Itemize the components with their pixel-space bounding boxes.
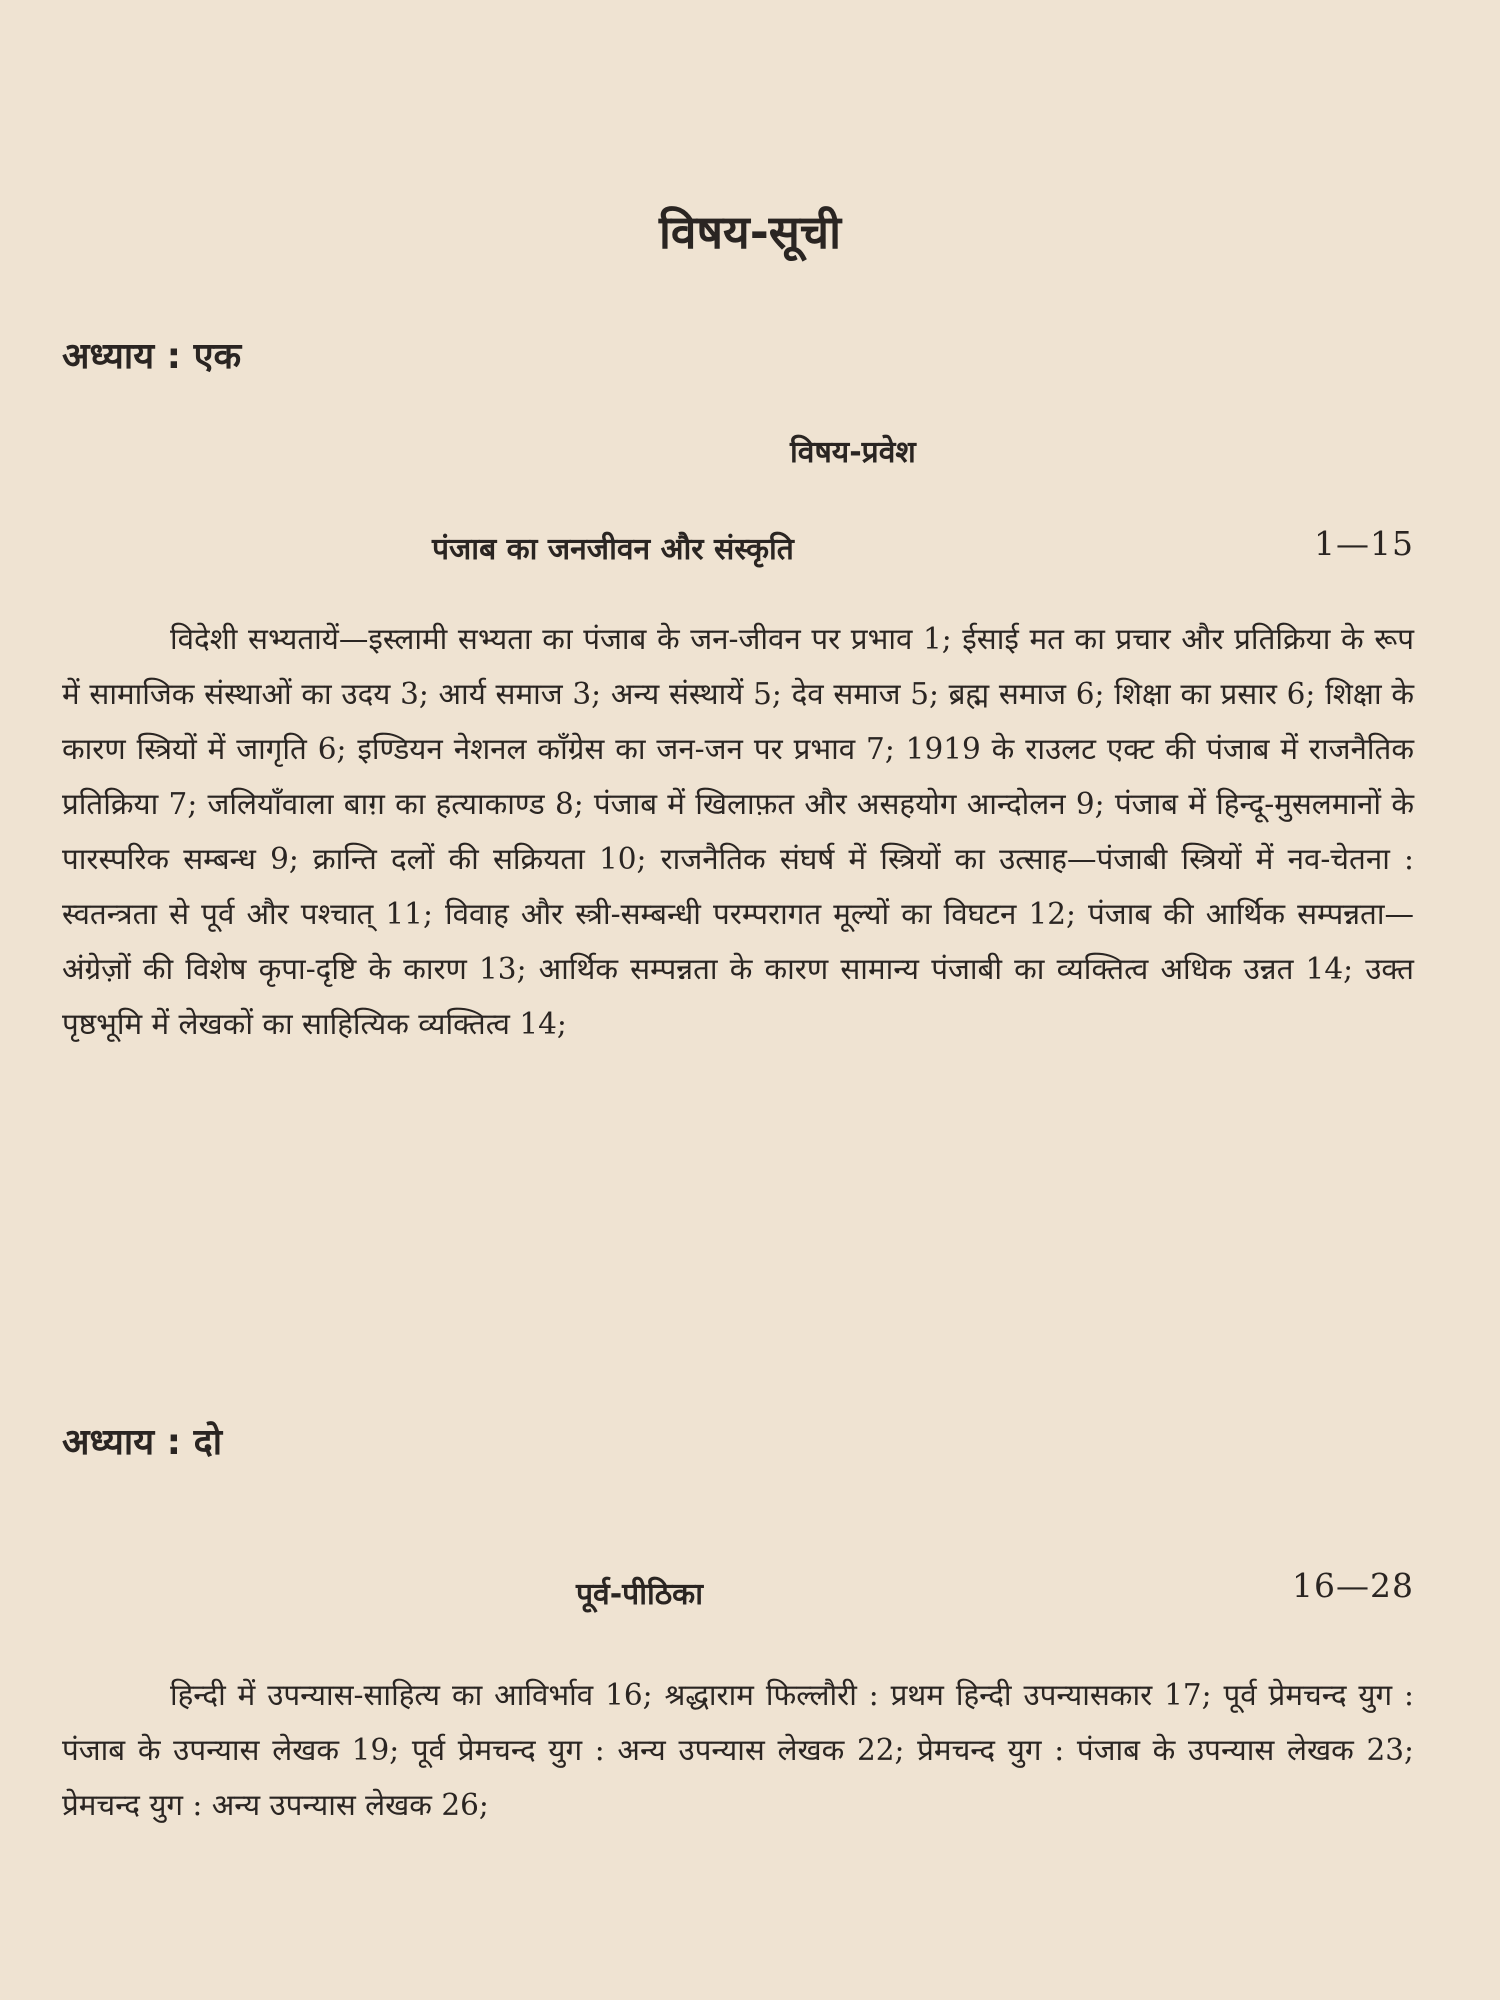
chapter-1-contents: विदेशी सभ्यतायें—इस्लामी सभ्यता का पंजाब के जन-जीवन पर प्रभाव 1; ईसाई मत का प्रचार और प्रतिक्रिया के रूप में सामाजिक संस्थाओं का उदय 3; आर्य समाज 3; अन्य संस्थायें 5; देव समाज 5; ब्रह्म समाज 6; शिक्षा का प्रसार 6; शिक्षा के कारण स्त्रियों में जागृति 6; इण्डियन नेशनल काँग्रेस का जन-जन पर प्रभाव 7; 1919 के राउलट एक्ट की पंजाब में राजनैतिक प्रतिक्रिया 7; जलियाँवाला बाग़ का हत्याकाण्ड 8; पंजाब में खिलाफ़त और असहयोग आन्दोलन 9; पंजाब में हिन्दू-मुसलमानों के पारस्परिक सम्बन्ध 9; क्रान्ति दलों की सक्रियता 10; राजनैतिक संघर्ष में स्त्रियों का उत्साह—पंजाबी स्त्रियों में नव-चेतना : स्वतन्त्रता से पूर्व और पश्चात् 11; विवाह और स्त्री-सम्बन्धी परम्परागत मूल्यों का विघटन 12; पंजाब की आर्थिक सम्पन्नता—अंग्रेज़ों की विशेष कृपा-दृष्टि के कारण 13; आर्थिक सम्पन्नता के कारण सामान्य पंजाबी का व्यक्तित्व अधिक उन्नत 14; उक्त पृष्ठभूमि में लेखकों का साहित्यिक व्यक्तित्व 14; (62, 622, 1414, 1041)
chapter-2-section-title: पूर्व-पीठिका (576, 1577, 703, 1612)
page-title: विषय-सूची (658, 205, 842, 259)
chapter-2-contents: हिन्दी में उपन्यास-साहित्य का आविर्भाव 16; श्रद्धाराम फिल्लौरी : प्रथम हिन्दी उपन्यासकार 17; पूर्व प्रेमचन्द युग : पंजाब के उपन्यास लेखक 19; पूर्व प्रेमचन्द युग : अन्य उपन्यास लेखक 22; प्रेमचन्द युग : पंजाब के उपन्यास लेखक 23; प्रेमचन्द युग : अन्य उपन्यास लेखक 26; (62, 1678, 1414, 1822)
chapter-2-heading: अध्याय : दो (62, 1422, 223, 1463)
chapter-2-page-range: 16—28 (1292, 1566, 1414, 1605)
chapter-1-page-range: 1—15 (1314, 524, 1414, 563)
chapter-1-section-title: विषय-प्रवेश (790, 435, 916, 470)
chapter-1-subsection-title: पंजाब का जनजीवन और संस्कृति (432, 532, 794, 567)
chapter-1-heading: अध्याय : एक (62, 336, 242, 377)
